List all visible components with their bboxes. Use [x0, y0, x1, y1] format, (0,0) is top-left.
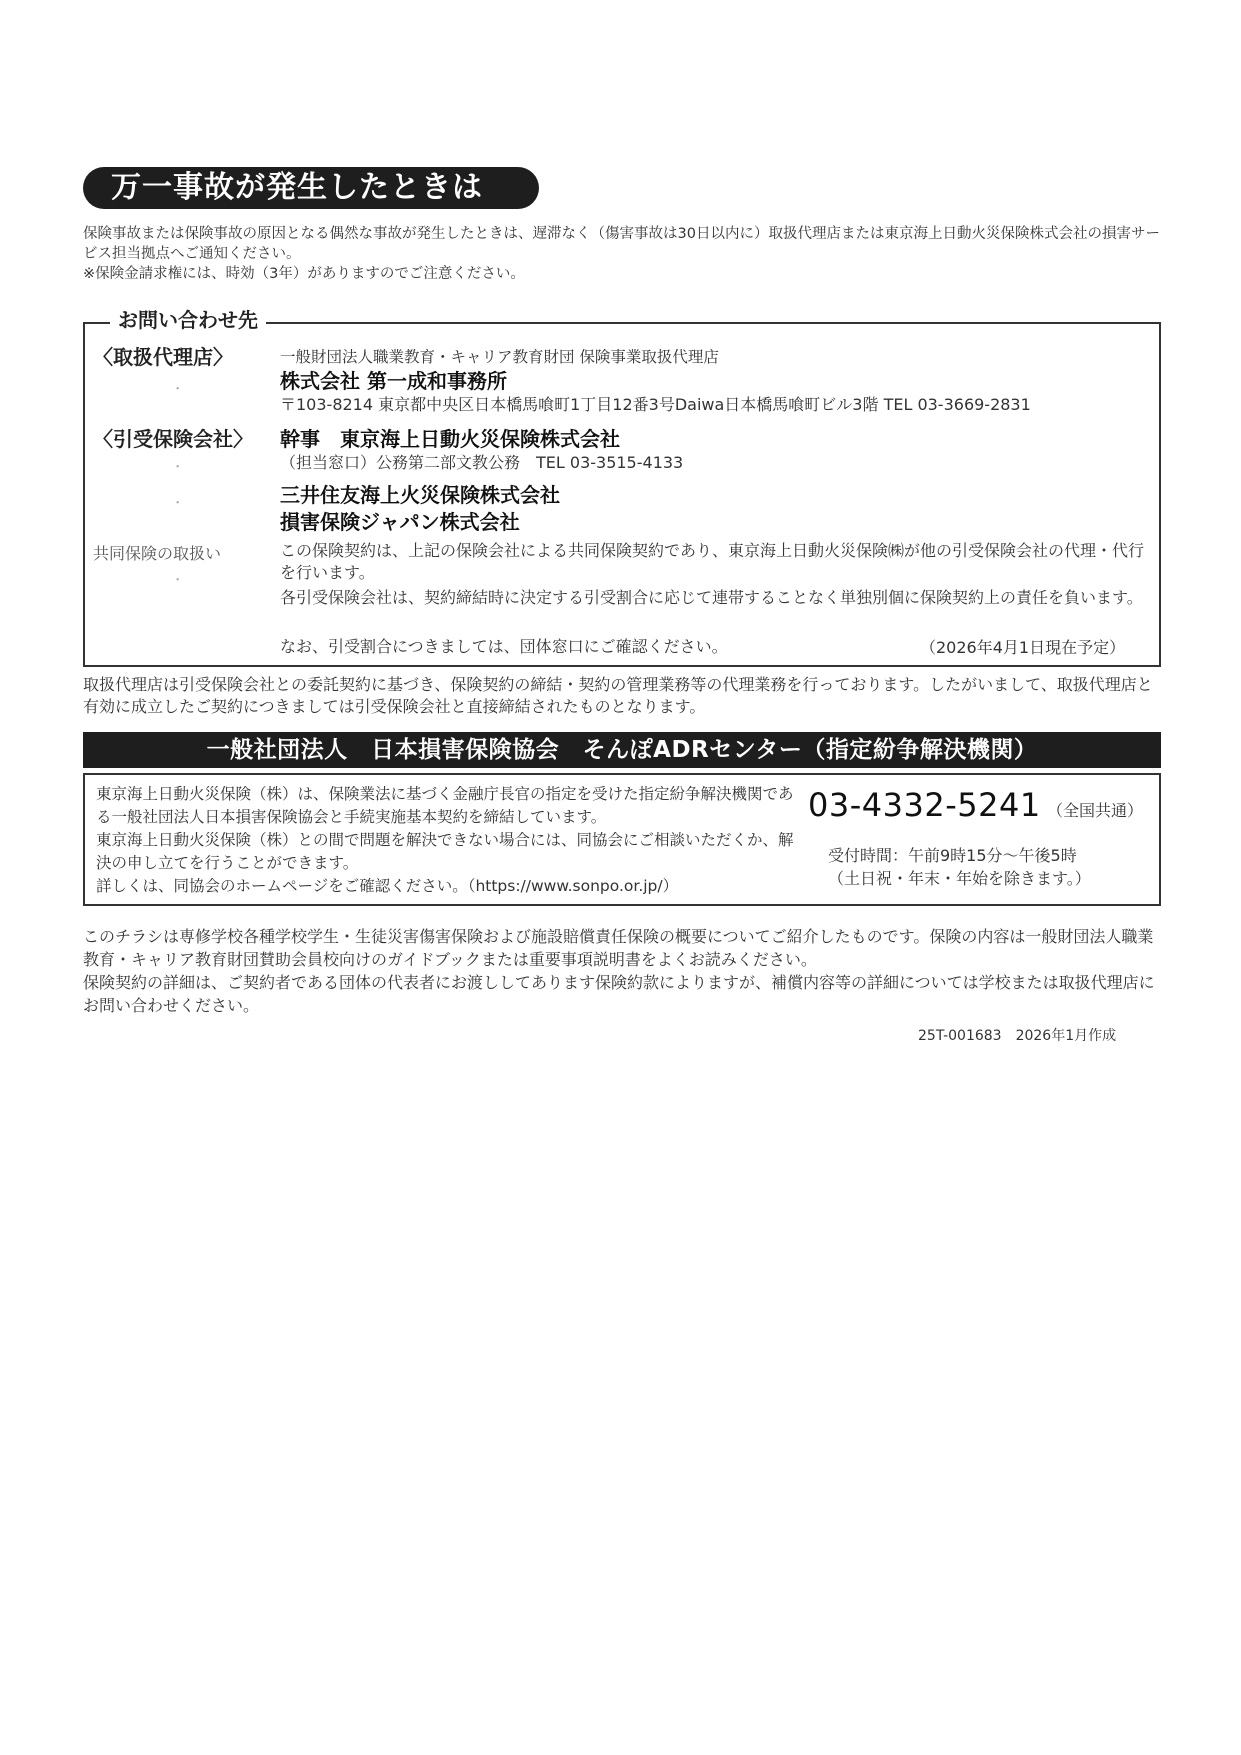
joint-insurance-text-1: この保険契約は、上記の保険会社による共同保険契約であり、東京海上日動火災保険㈱が他の引受保険会社の代理・代行を行います。 — [280, 541, 1145, 582]
as-of-date: （2026年4月1日現在予定） — [920, 638, 1126, 657]
lead-insurer: 幹事 東京海上日動火災保険株式会社 — [280, 427, 620, 451]
adr-text-3: 詳しくは、同協会のホームページをご確認ください。（https://www.sonpo.or.jp/） — [96, 877, 679, 895]
tick-mark: ﾞ — [176, 388, 181, 399]
lead-insurer-contact: （担当窓口）公務第二部文教公務 TEL 03-3515-4133 — [280, 453, 684, 472]
agent-address: 〒103-8214 東京都中央区日本橋馬喰町1丁目12番3号Daiwa日本橋馬喰町ビル3階 TEL 03-3669-2831 — [280, 395, 1031, 414]
inquiry-legend: お問い合わせ先 — [110, 306, 266, 334]
tick-mark: ﾞ — [176, 502, 181, 513]
inquiry-box — [83, 322, 1161, 667]
accident-notice — [83, 224, 1161, 284]
agency-note-text: 取扱代理店は引受保険会社との委託契約に基づき、保険契約の締結・契約の管理業務等の代理業務を行っております。したがいまして、取扱代理店と有効に成立したご契約につきましては引受保険会社と直接締結されたものとなります。 — [83, 675, 1153, 716]
adr-phone-note: （全国共通） — [1047, 801, 1144, 820]
agent-label: 〈取扱代理店〉 — [93, 345, 233, 369]
co-insurer-1: 三井住友海上火災保険株式会社 — [280, 483, 560, 507]
joint-insurance-text-2: 各引受保険会社は、契約締結時に決定する引受割合に応じて連帯することなく単独別個に保険契約上の責任を負います。 — [280, 588, 1143, 607]
agent-name: 株式会社 第一成和事務所 — [280, 369, 507, 393]
adr-text-1: 東京海上日動火災保険（株）は、保険業法に基づく金融庁長官の指定を受けた指定紛争解決機関である一般社団法人日本損害保険協会と手続実施基本契約を締結しています。 — [96, 785, 794, 826]
footer-notes — [83, 925, 1161, 1017]
adr-hours-2: （土日祝・年末・年始を除きます。） — [828, 869, 1091, 888]
footer-text-2: 保険契約の詳細は、ご契約者である団体の代表者にお渡ししてあります保険約款によりますが、補償内容等の詳細については学校または取扱代理店にお問い合わせください。 — [83, 973, 1155, 1015]
document-id: 25T-001683 2026年1月作成 — [918, 1028, 1117, 1044]
adr-text-2: 東京海上日動火災保険（株）との間で問題を解決できない場合には、同協会にご相談いただくか、解決の申し立てを行うことができます。 — [96, 831, 794, 872]
claim-time-limit-note: ※保険金請求権には、時効（3年）がありますのでご注意ください。 — [83, 266, 525, 282]
adr-hours — [828, 844, 1091, 890]
agent-org: 一般財団法人職業教育・キャリア教育財団 保険事業取扱代理店 — [280, 348, 719, 366]
insurer-label: 〈引受保険会社〉 — [93, 427, 253, 451]
agency-note — [83, 674, 1161, 718]
adr-hours-1: 受付時間：午前9時15分～午後5時 — [828, 846, 1077, 865]
joint-insurance-label: 共同保険の取扱い — [93, 544, 222, 563]
adr-phone-number: 03-4332-5241 — [808, 786, 1041, 824]
tick-mark: ﾞ — [176, 466, 181, 477]
footer-text-1: このチラシは専修学校各種学校学生・生徒災害傷害保険および施設賠償責任保険の概要についてご紹介したものです。保険の内容は一般財団法人職業教育・キャリア教育財団賛助会員校向けのガイドブックまたは重要事項説明書をよくお読みください。 — [83, 927, 1154, 969]
adr-description — [96, 783, 796, 898]
section-title-accident: 万一事故が発生したときは — [83, 167, 539, 209]
adr-banner: 一般社団法人 日本損害保険協会 そんぽADRセンター（指定紛争解決機関） — [83, 732, 1161, 768]
tick-mark: ﾞ — [176, 579, 181, 590]
joint-insurance-text-3: なお、引受割合につきましては、団体窓口にご確認ください。 — [280, 637, 728, 656]
accident-notice-text: 保険事故または保険事故の原因となる偶然な事故が発生したときは、遅滞なく（傷害事故は30日以内に）取扱代理店または東京海上日動火災保険株式会社の損害サービス担当拠点へご通知ください。 — [83, 226, 1160, 262]
co-insurer-2: 損害保険ジャパン株式会社 — [280, 510, 520, 534]
